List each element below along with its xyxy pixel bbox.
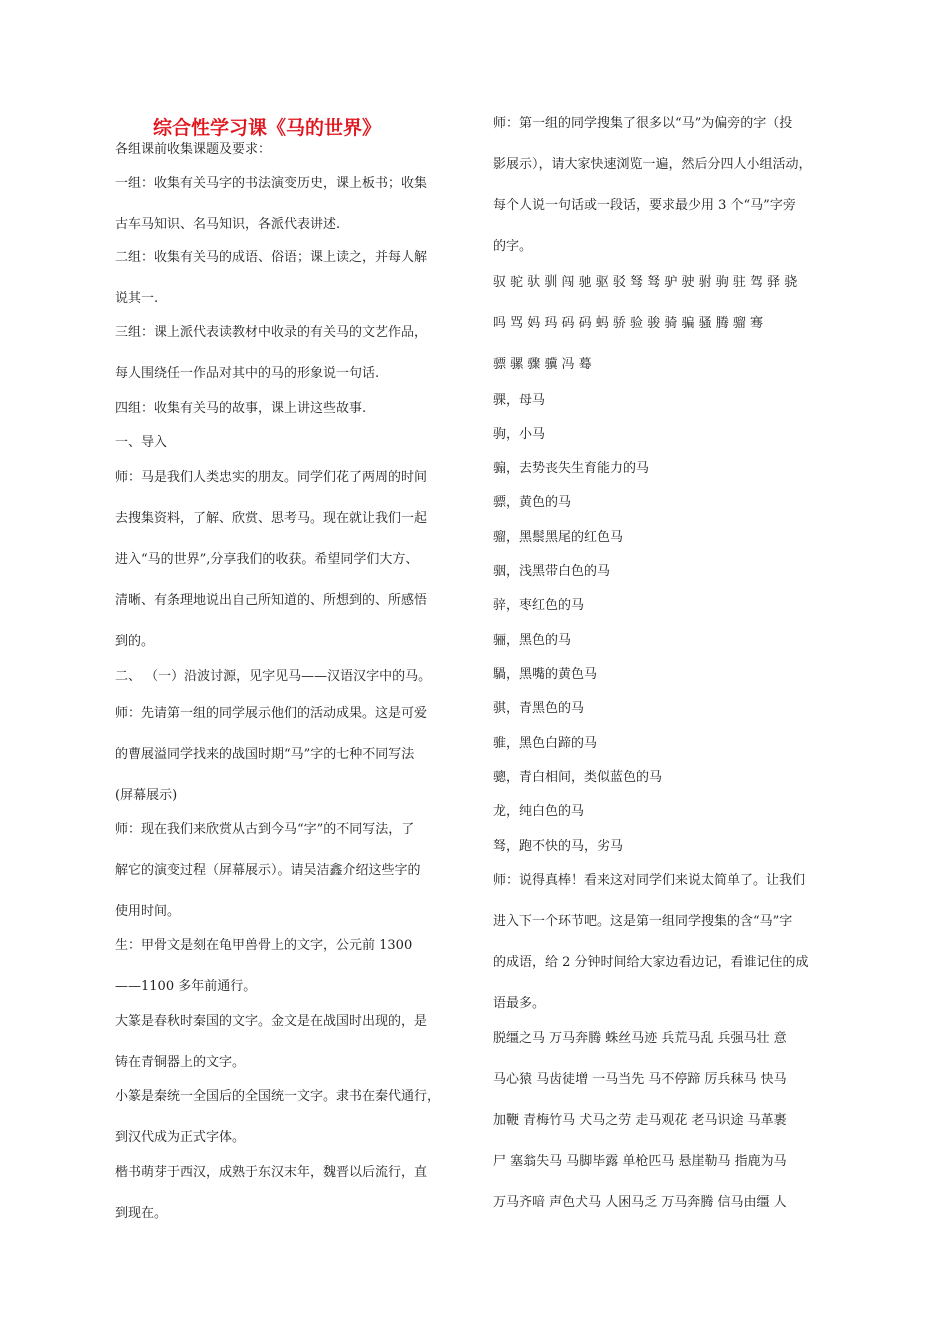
text-line: 师：马是我们人类忠实的朋友。同学们花了两周的时间 bbox=[115, 470, 428, 485]
character-definition: 骒，母马 bbox=[493, 393, 546, 408]
idiom-list-line: 尸 塞翁失马 马脚毕露 单枪匹马 悬崖勒马 指鹿为马 bbox=[493, 1154, 787, 1169]
text-line: 去搜集资料，了解、欣赏、思考马。现在就让我们一起 bbox=[115, 511, 428, 526]
text-line: 一组：收集有关马字的书法演变历史，课上板书；收集 bbox=[115, 176, 428, 191]
text-line: 的曹展溢同学找来的战国时期“马”字的七种不同写法 bbox=[115, 747, 415, 762]
text-line: 师：第一组的同学搜集了很多以“马”为偏旁的字（投 bbox=[493, 116, 793, 131]
text-line: 二组：收集有关马的成语、俗语；课上读之，并每人解 bbox=[115, 250, 428, 265]
text-line: 到现在。 bbox=[115, 1206, 168, 1221]
text-line: 说其一. bbox=[115, 291, 159, 306]
text-line: ——1100 多年前通行。 bbox=[115, 979, 257, 994]
character-definition: 骍，枣红色的马 bbox=[493, 598, 585, 613]
text-line: 到的。 bbox=[115, 634, 155, 649]
idiom-list-line: 加鞭 青梅竹马 犬马之劳 走马观花 老马识途 马革裹 bbox=[493, 1113, 787, 1128]
text-line: 每人围绕任一作品对其中的马的形象说一句话. bbox=[115, 366, 380, 381]
text-line: (屏幕展示) bbox=[115, 788, 178, 803]
text-line: 古车马知识、名马知识，各派代表讲述. bbox=[115, 217, 341, 232]
text-line: 三组：课上派代表读教材中收录的有关马的文艺作品， bbox=[115, 325, 428, 340]
section-heading: 一、导入 bbox=[115, 435, 168, 450]
text-line: 解它的演变过程（屏幕展示）。请吴洁鑫介绍这些字的 bbox=[115, 863, 421, 878]
text-line: 影展示），请大家快速浏览一遍，然后分四人小组活动， bbox=[493, 157, 812, 172]
text-line: 的字。 bbox=[493, 239, 533, 254]
text-line: 到汉代成为正式字体。 bbox=[115, 1130, 246, 1145]
text-line: 铸在青铜器上的文字。 bbox=[115, 1055, 246, 1070]
text-line: 每个人说一句话或一段话，要求最少用 3 个“马”字旁 bbox=[493, 198, 796, 213]
horse-radical-characters: 驭 驼 驮 驯 闯 驰 驱 驳 驽 驽 驴 驶 驸 驹 驻 驾 驿 骁 bbox=[493, 275, 798, 290]
text-line: 小篆是秦统一全国后的全国统一文字。隶书在秦代通行， bbox=[115, 1089, 441, 1104]
text-line: 生：甲骨文是刻在龟甲兽骨上的文字，公元前 1300 bbox=[115, 938, 413, 953]
character-definition: 骐，青黑色的马 bbox=[493, 701, 585, 716]
idiom-list-line: 万马齐喑 声色犬马 人困马乏 万马奔腾 信马由缰 人 bbox=[493, 1195, 787, 1210]
horse-radical-characters: 吗 骂 妈 玛 码 码 蚂 骄 验 骏 骑 骗 骚 腾 骝 骞 bbox=[493, 316, 763, 331]
text-line: 师：说得真棒！看来这对同学们来说太简单了。让我们 bbox=[493, 873, 806, 888]
character-definition: 驽，跑不快的马，劣马 bbox=[493, 839, 624, 854]
character-definition: 骃，浅黑带白色的马 bbox=[493, 564, 611, 579]
text-line: 师：现在我们来欣赏从古到今马“字”的不同写法，了 bbox=[115, 822, 415, 837]
character-definition: 驹，小马 bbox=[493, 427, 546, 442]
idiom-list-line: 脱缰之马 万马奔腾 蛛丝马迹 兵荒马乱 兵强马壮 意 bbox=[493, 1031, 787, 1046]
section-heading: 二、 （一）沿波讨源，见字见马——汉语汉字中的马。 bbox=[115, 669, 432, 684]
text-line: 大篆是春秋时秦国的文字。金文是在战国时出现的，是 bbox=[115, 1014, 428, 1029]
character-definition: 骟，去势丧失生育能力的马 bbox=[493, 461, 650, 476]
page-title: 综合性学习课《马的世界》 bbox=[153, 117, 382, 139]
text-line: 师：先请第一组的同学展示他们的活动成果。这是可爱 bbox=[115, 706, 428, 721]
text-line: 使用时间。 bbox=[115, 904, 181, 919]
text-line: 的成语，给 2 分钟时间给大家边看边记，看谁记住的成 bbox=[493, 955, 809, 970]
character-definition: 骊，黑色的马 bbox=[493, 633, 572, 648]
character-definition: 騧，黑嘴的黄色马 bbox=[493, 667, 598, 682]
text-line: 语最多。 bbox=[493, 996, 546, 1011]
horse-radical-characters: 骠 骡 骤 骥 冯 蓦 bbox=[493, 357, 592, 372]
character-definition: 骢，青白相间，类似蓝色的马 bbox=[493, 770, 663, 785]
character-definition: 龙，纯白色的马 bbox=[493, 804, 585, 819]
character-definition: 骝，黑鬃黑尾的红色马 bbox=[493, 530, 624, 545]
text-line: 进入“马的世界”,分享我们的收获。希望同学们大方、 bbox=[115, 552, 419, 567]
character-definition: 骓，黑色白蹄的马 bbox=[493, 736, 598, 751]
text-line: 进入下一个环节吧。这是第一组同学搜集的含“马”字 bbox=[493, 914, 793, 929]
text-line: 各组课前收集课题及要求： bbox=[115, 142, 272, 157]
text-line: 楷书萌芽于西汉，成熟于东汉末年，魏晋以后流行，直 bbox=[115, 1165, 428, 1180]
idiom-list-line: 马心猿 马齿徒增 一马当先 马不停蹄 厉兵秣马 快马 bbox=[493, 1072, 787, 1087]
text-line: 四组：收集有关马的故事，课上讲这些故事. bbox=[115, 401, 367, 416]
character-definition: 骠，黄色的马 bbox=[493, 495, 572, 510]
text-line: 清晰、有条理地说出自己所知道的、所想到的、所感悟 bbox=[115, 593, 428, 608]
